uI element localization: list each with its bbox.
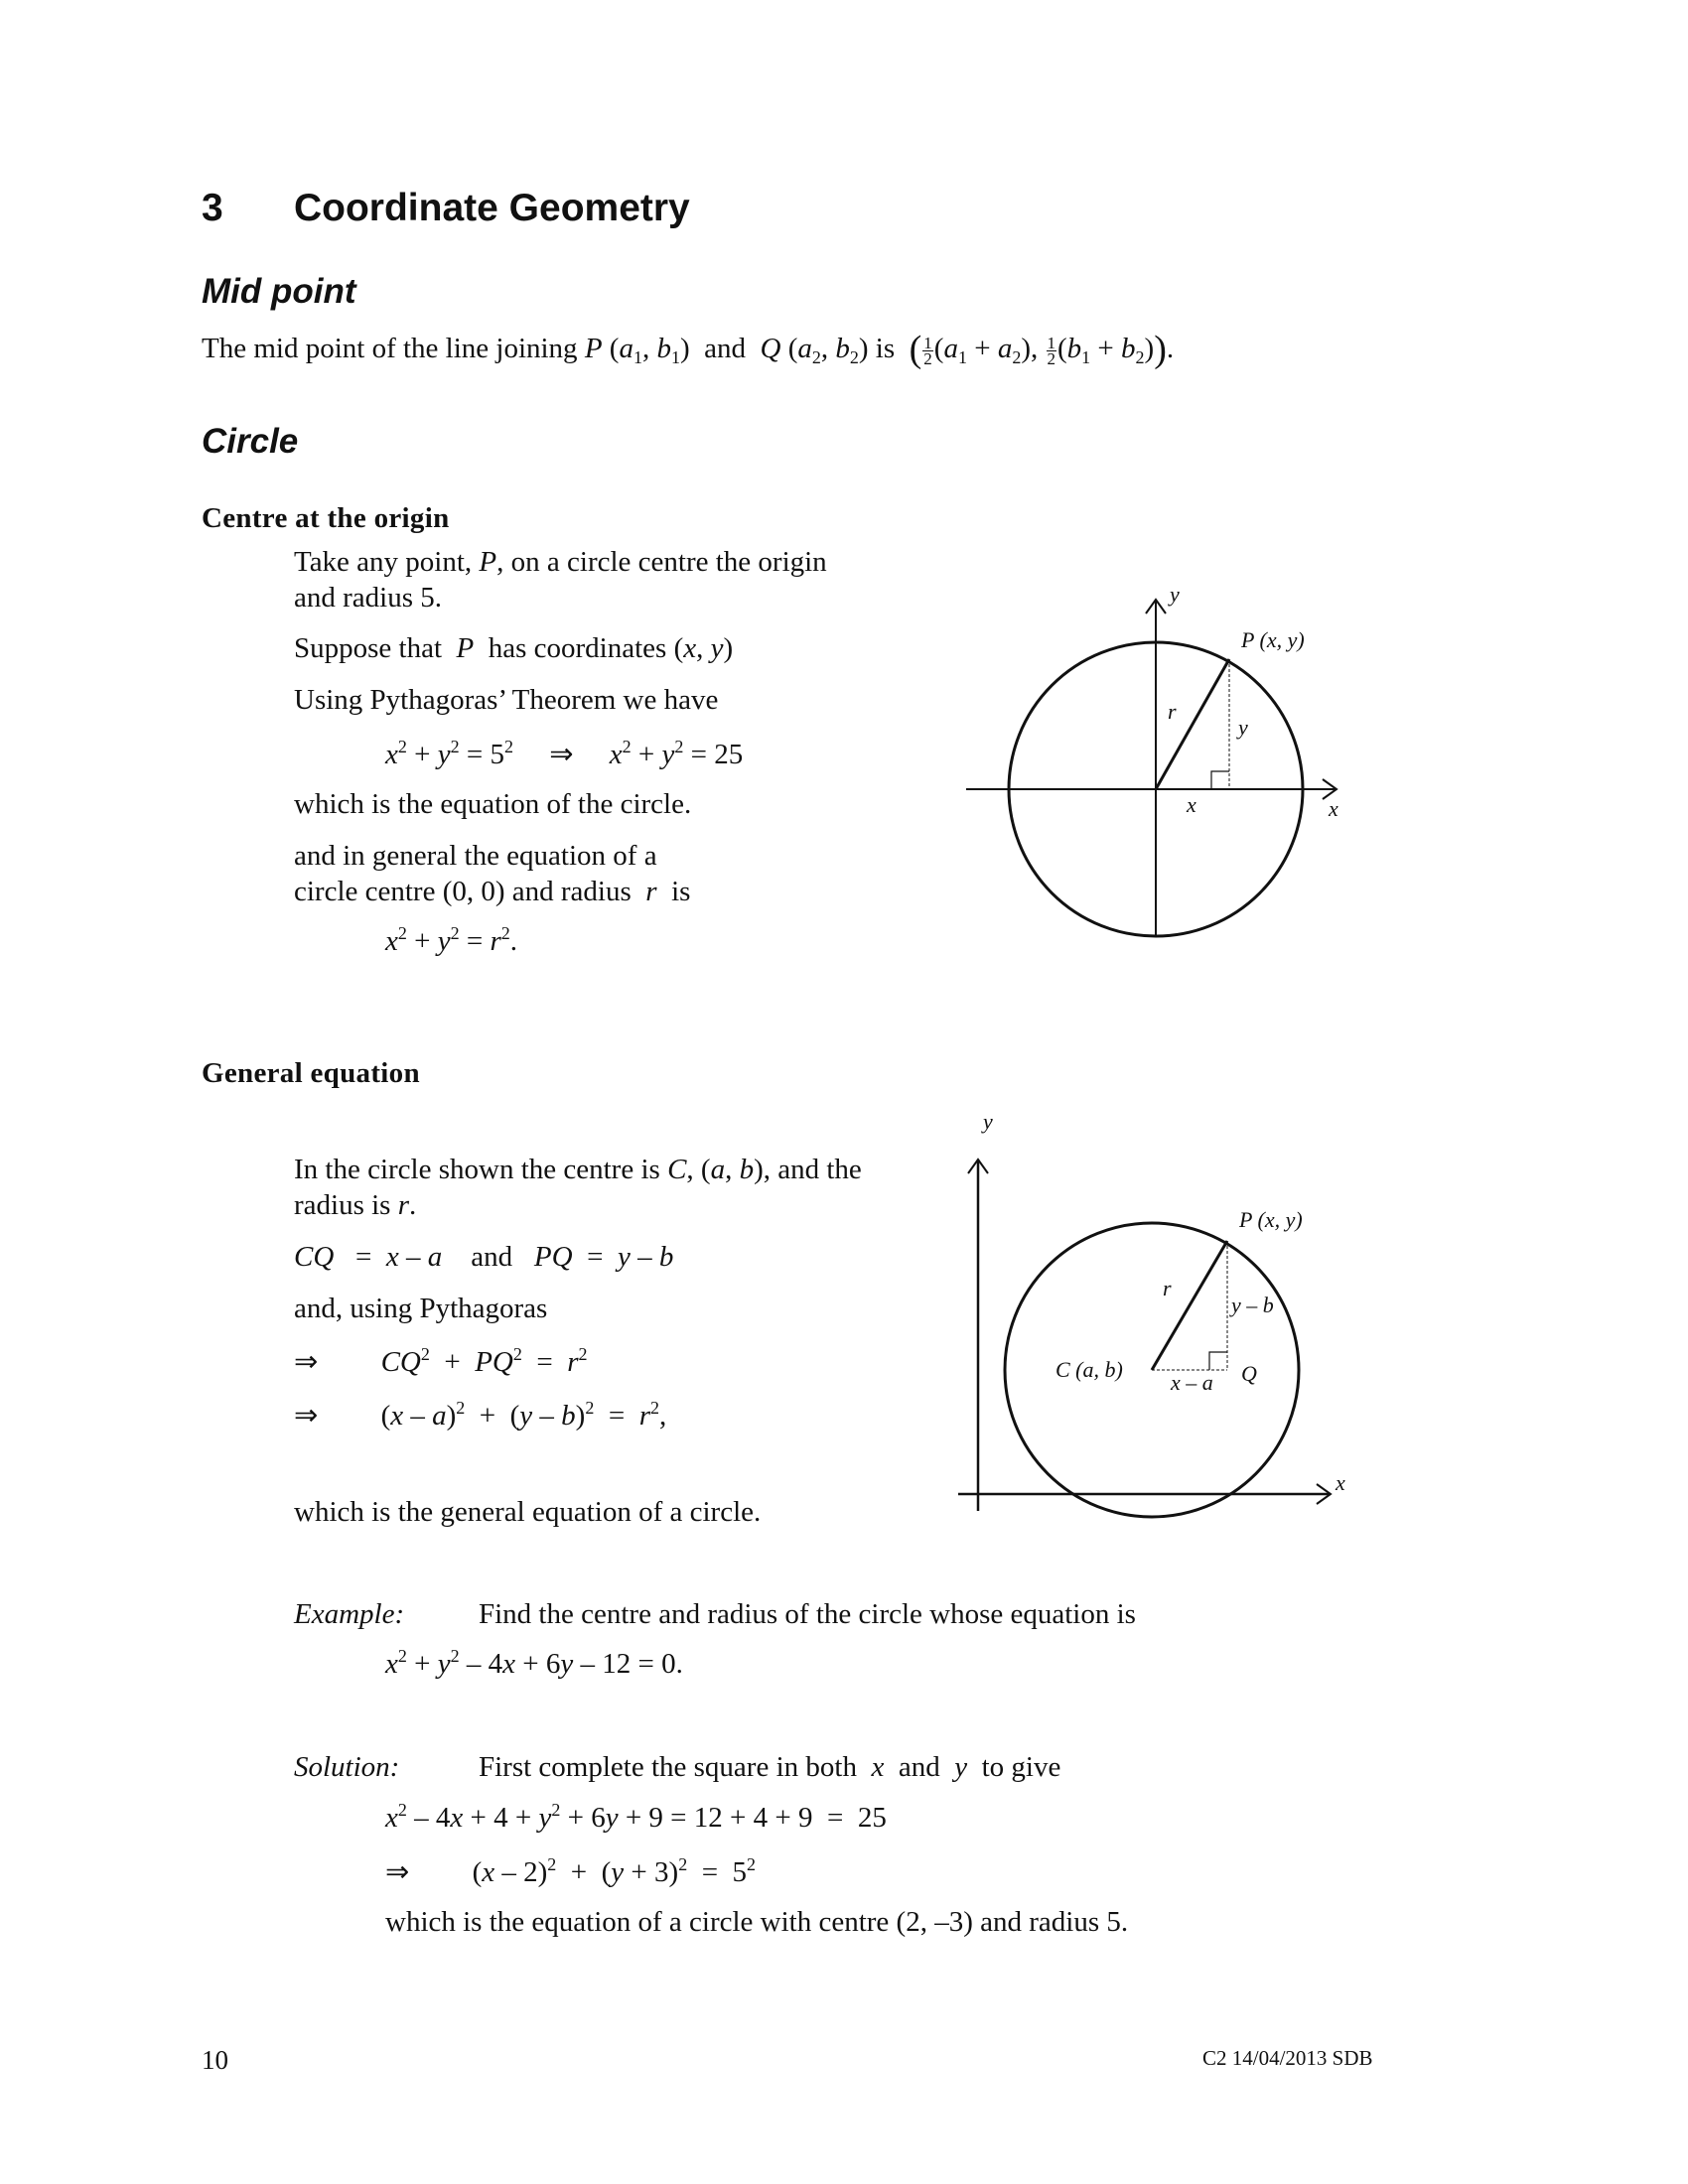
leg-x-label: x (1187, 792, 1196, 817)
point-p-label: P (x, y) (1241, 627, 1305, 652)
example-equation: $x^2 + y^2 - 4x + 6y - 12 = 0$. (385, 1646, 683, 1680)
x-minus-a-label: x – a (1171, 1370, 1213, 1395)
origin-line1: Take any point, P, on a circle centre the origin (294, 546, 827, 578)
general-line5: ⇒ $CQ^2 + PQ^2 = r^2$ (294, 1344, 588, 1378)
general-line4: and, using Pythagoras (294, 1293, 548, 1324)
radius-line (1156, 659, 1229, 789)
solution-step1: $x^2 - 4x + 4 + y^2 + 6y + 9 = 12 + 4 + 9 = 25$ (385, 1800, 887, 1834)
midpoint-heading: Mid point (202, 272, 356, 311)
origin-line6: and in general the equation of a (294, 840, 657, 872)
origin-line3: Suppose that P has coordinates (x, y) (294, 632, 734, 664)
example-text: Find the centre and radius of the circle whose equation is (479, 1598, 1136, 1630)
origin-general-eq: $x^2 + y^2 = r^2$. (385, 923, 518, 957)
solution-text: First complete the square in both x and y to give (479, 1751, 1061, 1783)
radius-label: r (1168, 699, 1177, 724)
centre-c-label: C (a, b) (1055, 1357, 1123, 1382)
footer-course-date: C2 14/04/2013 SDB (1202, 2046, 1373, 2070)
y-minus-b-label: y – b (1231, 1293, 1274, 1317)
general-line6: ⇒ $(x - a)^2 + (y - b)^2 = r^2$, (294, 1398, 667, 1432)
origin-equation: $x^2 + y^2 = 5^2$ ⇒ $x^2 + y^2 = 25$ (385, 737, 744, 770)
general-heading: General equation (202, 1057, 420, 1089)
origin-line2: and radius 5. (294, 582, 442, 614)
solution-step2: ⇒ $(x - 2)^2 + (y + 3)^2 = 5^2$ (385, 1854, 757, 1888)
y-axis-label: y (983, 1109, 993, 1134)
page-number: 10 (202, 2045, 228, 2075)
general-circle-diagram (953, 1107, 1370, 1529)
x-axis-label: x (1329, 796, 1338, 821)
section-title: Coordinate Geometry (294, 187, 690, 229)
y-axis-label: y (1170, 582, 1180, 607)
circle-heading: Circle (202, 422, 299, 461)
solution-conclusion: which is the equation of a circle with centre (2, –3) and radius 5. (385, 1906, 1129, 1938)
general-line1: In the circle shown the centre is C, (a, b), and the (294, 1154, 862, 1185)
right-angle-mark (1209, 1352, 1227, 1370)
general-line3: CQ = x – a and PQ = y – b (294, 1241, 674, 1273)
x-axis-label: x (1336, 1470, 1345, 1495)
solution-label: Solution: (294, 1751, 400, 1783)
origin-heading: Centre at the origin (202, 502, 450, 534)
point-q-label: Q (1241, 1361, 1257, 1386)
leg-y-label: y (1238, 715, 1248, 740)
origin-line7: circle centre (0, 0) and radius r is (294, 876, 691, 907)
radius-label: r (1163, 1276, 1172, 1300)
origin-circle-diagram (953, 576, 1370, 953)
midpoint-text: The mid point of the line joining P ($a_1$, $b_1$) and Q ($a_2$, $b_2$) is ( $\frac{1}{2}$ $(a_1 + a_2)$, $\frac{1}{2}$ $(b_1 + b_2)$). (202, 329, 1175, 370)
example-label: Example: (294, 1598, 405, 1630)
right-angle-mark (1211, 771, 1229, 789)
point-p-label: P (x, y) (1239, 1207, 1303, 1232)
radius-line (1152, 1241, 1227, 1370)
section-number: 3 (202, 187, 223, 229)
origin-line4: Using Pythagoras’ Theorem we have (294, 684, 719, 716)
general-line2: radius is r. (294, 1189, 417, 1221)
general-line7: which is the general equation of a circle. (294, 1496, 762, 1528)
origin-line5: which is the equation of the circle. (294, 788, 692, 820)
